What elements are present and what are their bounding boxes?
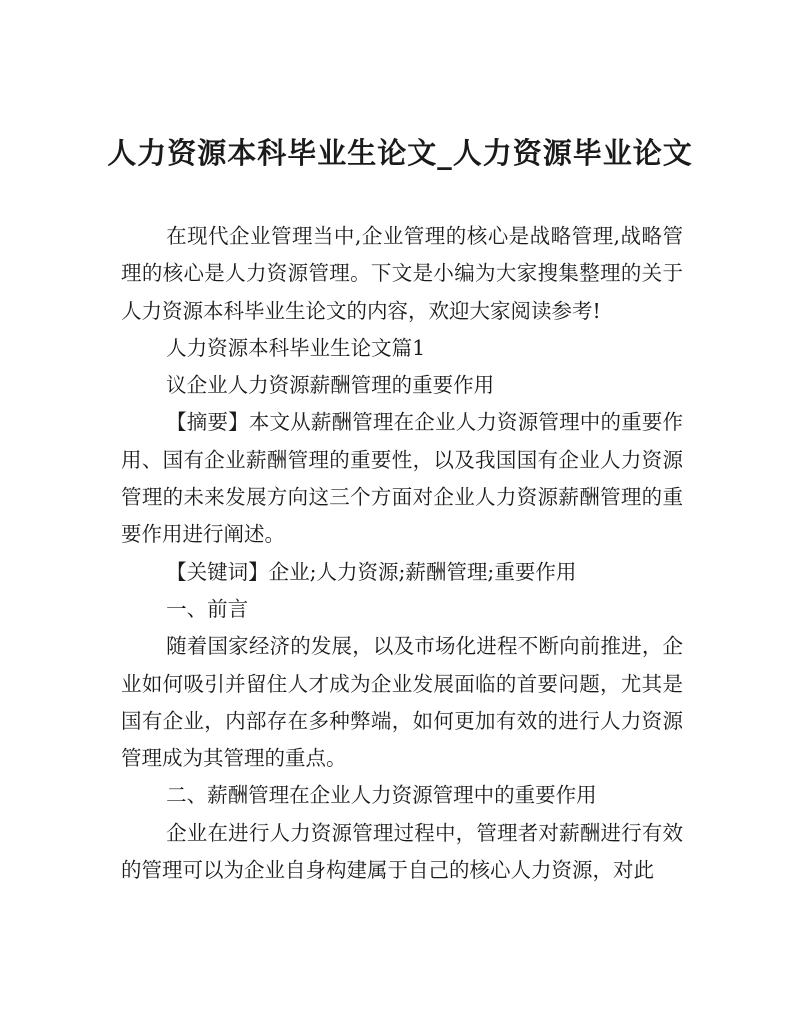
abstract-paragraph: 【摘要】本文从薪酬管理在企业人力资源管理中的重要作用、国有企业薪酬管理的重要性，以及我国国有企业人力资源管理的未来发展方向这三个方面对企业人力资源薪酬管理的重要作用进行阐述。 [121,410,683,547]
document-title: 人力资源本科毕业生论文_人力资源毕业论文 [107,136,693,170]
section-heading-importance: 二、薪酬管理在企业人力资源管理中的重要作用 [166,783,597,808]
section-heading-preface: 一、前言 [166,596,249,621]
section-heading-article-1: 人力资源本科毕业生论文篇1 [166,335,426,360]
keywords-paragraph: 【关键词】企业;人力资源;薪酬管理;重要作用 [166,559,577,584]
importance-paragraph: 企业在进行人力资源管理过程中，管理者对薪酬进行有效的管理可以为企业自身构建属于自己的核心人力资源，对此 [121,820,683,883]
preface-paragraph: 随着国家经济的发展，以及市场化进程不断向前推进，企业如何吸引并留住人才成为企业发展面临的首要问题，尤其是国有企业，内部存在多种弊端，如何更加有效的进行人力资源管理成为其管理的重点。 [121,634,683,771]
article-title: 议企业人力资源薪酬管理的重要作用 [166,373,495,398]
document-body [121,218,683,889]
intro-paragraph: 在现代企业管理当中,企业管理的核心是战略管理,战略管理的核心是人力资源管理。下文是小编为大家搜集整理的关于人力资源本科毕业生论文的内容，欢迎大家阅读参考! [121,224,683,323]
